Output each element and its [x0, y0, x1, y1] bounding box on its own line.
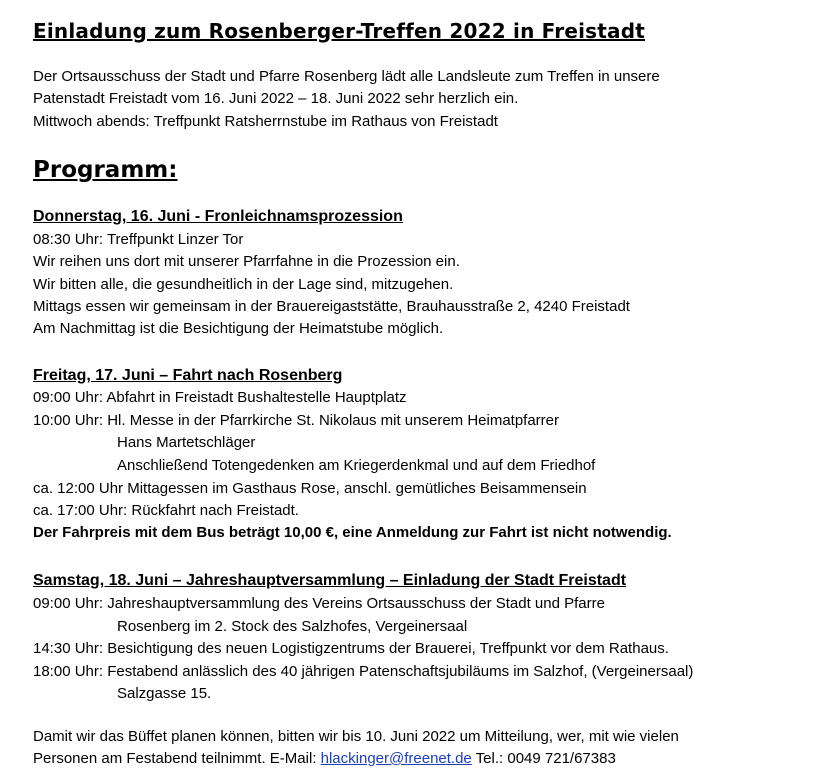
thursday-line: Am Nachmittag ist die Besichtigung der Heimatstube möglich. [33, 320, 444, 337]
programm-heading: Programm: [33, 157, 178, 183]
thursday-heading: Donnerstag, 16. Juni - Fronleichnamsprozession [33, 208, 403, 225]
friday-heading: Freitag, 17. Juni – Fahrt nach Rosenberg [33, 367, 343, 384]
thursday-line: Wir reihen uns dort mit unserer Pfarrfahne in die Prozession ein. [33, 253, 460, 270]
closing-text: Personen am Festabend teilnimmt. E-Mail: [33, 750, 321, 767]
friday-line: Hans Martetschläger [117, 434, 256, 451]
email-link[interactable]: hlackinger@freenet.de [320, 750, 472, 767]
thursday-line: 08:30 Uhr: Treffpunkt Linzer Tor [33, 231, 244, 248]
saturday-line: Rosenberg im 2. Stock des Salzhofes, Vergeinersaal [117, 618, 468, 635]
friday-line: Anschließend Totengedenken am Kriegerdenkmal und auf dem Friedhof [117, 457, 596, 474]
friday-line: ca. 17:00 Uhr: Rückfahrt nach Freistadt. [33, 502, 299, 519]
friday-line: 10:00 Uhr: Hl. Messe in der Pfarrkirche St. Nikolaus mit unserem Heimatpfarrer [33, 412, 560, 429]
saturday-line: 14:30 Uhr: Besichtigung des neuen Logistigzentrums der Brauerei, Treffpunkt vor dem Rathaus. [33, 640, 669, 657]
friday-line: 09:00 Uhr: Abfahrt in Freistadt Bushaltestelle Hauptplatz [33, 389, 407, 406]
saturday-line: 18:00 Uhr: Festabend anlässlich des 40 jährigen Patenschaftsjubiläums im Salzhof, (Vergeinersaal) [33, 663, 694, 680]
intro-line-3: Mittwoch abends: Treffpunkt Ratsherrnstube im Rathaus von Freistadt [33, 113, 498, 130]
thursday-line: Wir bitten alle, die gesundheitlich in der Lage sind, mitzugehen. [33, 276, 454, 293]
closing-line-2 [33, 748, 616, 770]
intro-line-1: Der Ortsausschuss der Stadt und Pfarre Rosenberg lädt alle Landsleute zum Treffen in unsere [33, 68, 660, 85]
saturday-line: 09:00 Uhr: Jahreshauptversammlung des Vereins Ortsausschuss der Stadt und Pfarre [33, 595, 605, 612]
intro-line-2: Patenstadt Freistadt vom 16. Juni 2022 – 18. Juni 2022 sehr herzlich ein. [33, 90, 519, 107]
closing-line-1: Damit wir das Büffet planen können, bitten wir bis 10. Juni 2022 um Mitteilung, wer, mit wie vielen [33, 728, 679, 745]
phone-text: Tel.: 0049 721/67383 [471, 750, 616, 767]
document-title: Einladung zum Rosenberger-Treffen 2022 in Freistadt [33, 19, 645, 43]
friday-fare-note: Der Fahrpreis mit dem Bus beträgt 10,00 €, eine Anmeldung zur Fahrt ist nicht notwendig. [33, 524, 672, 541]
saturday-line: Salzgasse 15. [117, 685, 212, 702]
friday-line: ca. 12:00 Uhr Mittagessen im Gasthaus Rose, anschl. gemütliches Beisammensein [33, 480, 587, 497]
saturday-heading: Samstag, 18. Juni – Jahreshauptversammlung – Einladung der Stadt Freistadt [33, 572, 627, 589]
thursday-line: Mittags essen wir gemeinsam in der Brauereigaststätte, Brauhausstraße 2, 4240 Freistadt [33, 298, 630, 315]
